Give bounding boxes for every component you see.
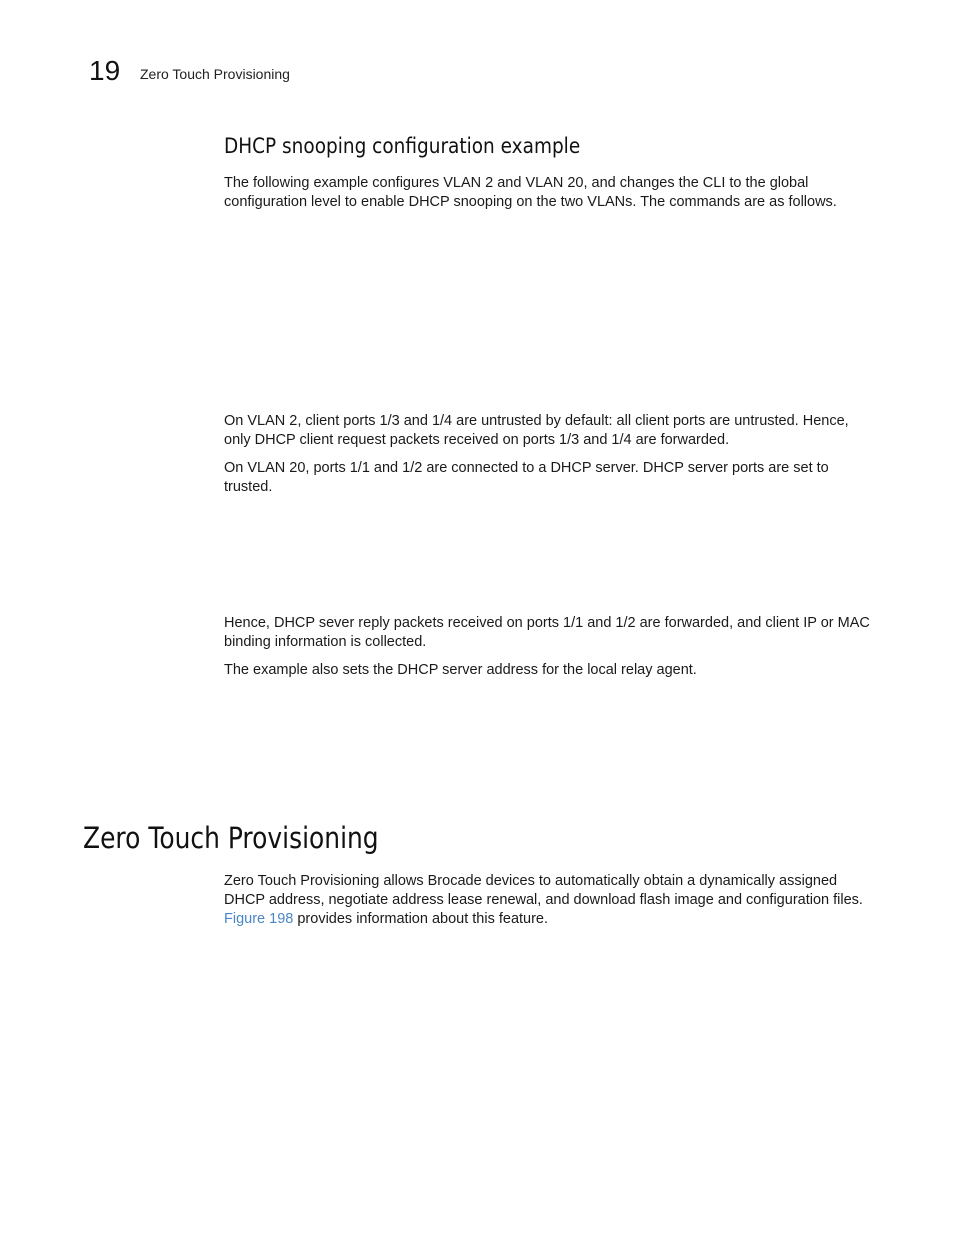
section-heading-zero-touch: Zero Touch Provisioning [83, 821, 379, 855]
vlan20-paragraph: On VLAN 20, ports 1/1 and 1/2 are connected to a DHCP server. DHCP server ports are set to trusted. [224, 460, 829, 495]
figure-198-link[interactable]: Figure 198 [224, 910, 294, 927]
ztp-body-suffix: provides information about this feature. [297, 910, 549, 927]
chapter-number: 19 [89, 55, 121, 86]
dhcp-intro-paragraph: The following example configures VLAN 2 and VLAN 20, and changes the CLI to the global configuration level to enable DHCP snooping on the two VLANs. The commands are as follows. [224, 175, 837, 210]
relay-paragraph: The example also sets the DHCP server address for the local relay agent. [224, 662, 697, 678]
ztp-paragraph [224, 872, 874, 928]
section-heading-dhcp-snooping: DHCP snooping configuration example [224, 134, 581, 158]
reply-paragraph: Hence, DHCP sever reply packets received on ports 1/1 and 1/2 are forwarded, and client IP or MAC binding information is collected. [224, 615, 870, 650]
ztp-body-text: Zero Touch Provisioning allows Brocade devices to automatically obtain a dynamically assigned DHCP address, negotiate address lease renewal, and download flash image and configuration files. [224, 873, 863, 908]
vlan2-paragraph: On VLAN 2, client ports 1/3 and 1/4 are untrusted by default: all client ports are untrusted. Hence, only DHCP client request packets received on ports 1/3 and 1/4 are forwarded. [224, 413, 849, 448]
running-head: Zero Touch Provisioning [140, 66, 290, 82]
